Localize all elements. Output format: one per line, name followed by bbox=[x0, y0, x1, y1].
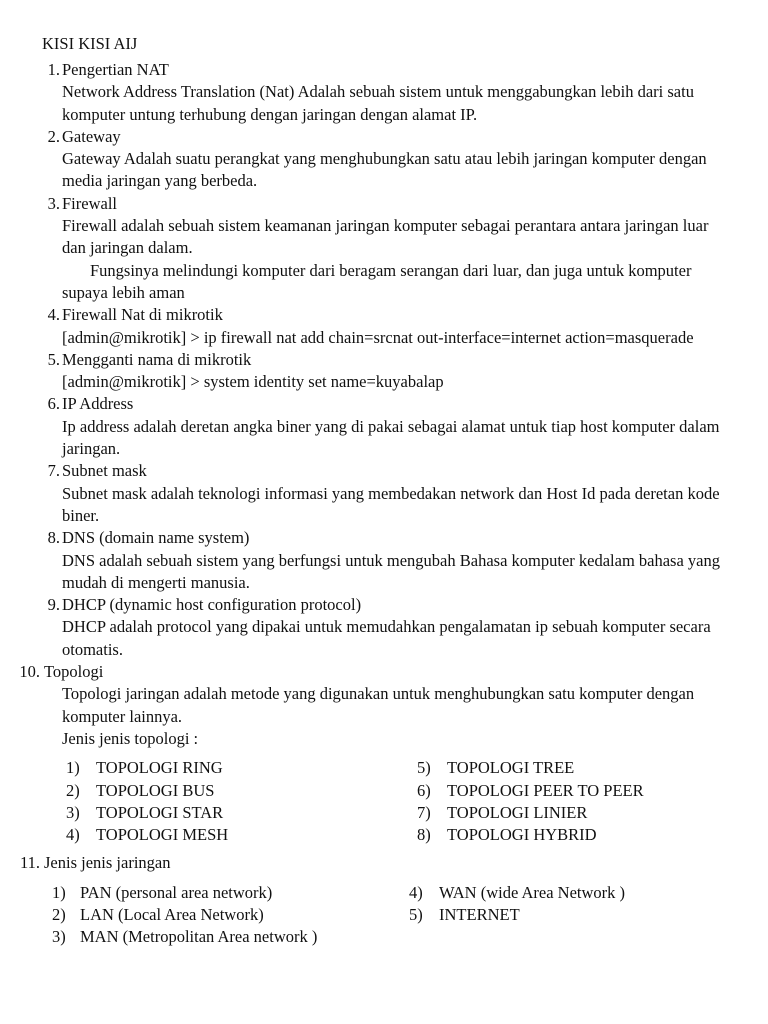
item-number: 8. bbox=[47, 528, 60, 548]
item-heading: IP Address bbox=[62, 394, 134, 414]
list-item-9 bbox=[0, 594, 768, 661]
list-item-6 bbox=[0, 393, 768, 460]
item-paragraph: Subnet mask adalah teknologi informasi yang membedakan network dan Host Id pada deretan kode biner. bbox=[62, 483, 720, 525]
item-heading: DHCP (dynamic host configuration protocol) bbox=[62, 595, 362, 615]
list-item: 1) TOPOLOGI RING bbox=[66, 758, 223, 778]
list-item-11 bbox=[0, 852, 768, 874]
list-item-4 bbox=[0, 304, 768, 349]
topologi-column-right bbox=[417, 757, 768, 846]
item-number: 7. bbox=[47, 461, 60, 481]
list-item: 1) PAN (personal area network) bbox=[52, 882, 273, 902]
item-number: 9. bbox=[47, 595, 60, 615]
list-item: 5) INTERNET bbox=[409, 904, 520, 924]
item-paragraph: Jenis jenis topologi : bbox=[62, 728, 199, 748]
list-item: 7) TOPOLOGI LINIER bbox=[417, 802, 588, 822]
item-paragraph: Ip address adalah deretan angka biner yang di pakai sebagai alamat untuk tiap host komputer dalam jaringan. bbox=[62, 416, 720, 459]
item-heading: Firewall Nat di mikrotik bbox=[62, 305, 223, 325]
item-heading: Subnet mask bbox=[62, 461, 147, 481]
item-number: 4. bbox=[47, 305, 60, 325]
item-number: 6. bbox=[47, 394, 60, 414]
list-item: 5) TOPOLOGI TREE bbox=[417, 758, 575, 778]
item-paragraph: Firewall adalah sebuah sistem keamanan jaringan komputer sebagai perantara antara jaringan luar dan jaringan dalam. bbox=[62, 216, 709, 258]
item-paragraph: DHCP adalah protocol yang dipakai untuk memudahkan pengalamatan ip sebuah komputer secara otomatis. bbox=[62, 617, 711, 659]
list-item: 4) TOPOLOGI MESH bbox=[66, 825, 229, 845]
jaringan-column-right bbox=[409, 882, 768, 949]
item-number: 10. bbox=[19, 662, 40, 682]
list-item: 3) MAN (Metropolitan Area network ) bbox=[52, 927, 318, 947]
command-line: [admin@mikrotik] > system identity set name=kuyabalap bbox=[62, 372, 444, 392]
topologi-list bbox=[0, 757, 768, 846]
item-paragraph: DNS adalah sebuah sistem yang berfungsi untuk mengubah Bahasa komputer kedalam bahasa yang mudah di mengerti manusia. bbox=[62, 550, 720, 592]
numbered-list bbox=[0, 59, 768, 949]
list-item: 2) LAN (Local Area Network) bbox=[52, 904, 264, 924]
command-line: [admin@mikrotik] > ip firewall nat add chain=srcnat out-interface=internet action=masquerade bbox=[62, 327, 694, 347]
list-item-2 bbox=[0, 126, 768, 193]
list-item-5 bbox=[0, 349, 768, 394]
list-item: 8) TOPOLOGI HYBRID bbox=[417, 825, 597, 845]
list-item-1 bbox=[0, 59, 768, 126]
list-item: 6) TOPOLOGI PEER TO PEER bbox=[417, 780, 644, 800]
list-item: 2) TOPOLOGI BUS bbox=[66, 780, 215, 800]
list-item: 4) WAN (wide Area Network ) bbox=[409, 882, 626, 902]
list-item-3 bbox=[0, 193, 768, 304]
topologi-column-left bbox=[66, 757, 417, 846]
item-paragraph: Network Address Translation (Nat) Adalah sebuah sistem untuk menggabungkan lebih dari satu komputer untung terhubung dengan jaringan dengan alamat IP. bbox=[62, 82, 694, 124]
item-paragraph: Fungsinya melindungi komputer dari beragam serangan dari luar, dan juga untuk komputer supaya lebih aman bbox=[62, 260, 692, 302]
item-paragraph: Gateway Adalah suatu perangkat yang menghubungkan satu atau lebih jaringan komputer dengan media jaringan yang berbeda. bbox=[62, 149, 707, 191]
item-heading: Topologi bbox=[44, 662, 104, 682]
item-number: 5. bbox=[47, 349, 60, 369]
list-item-10 bbox=[0, 661, 768, 750]
item-heading: DNS (domain name system) bbox=[62, 528, 250, 548]
item-heading: Gateway bbox=[62, 126, 121, 146]
item-paragraph: Topologi jaringan adalah metode yang digunakan untuk menghubungkan satu komputer dengan komputer lainnya. bbox=[62, 684, 695, 726]
item-heading: Jenis jenis jaringan bbox=[44, 853, 171, 873]
item-number: 3. bbox=[47, 193, 60, 213]
document-title: KISI KISI AIJ bbox=[42, 34, 138, 53]
list-item-7 bbox=[0, 460, 768, 527]
item-heading: Firewall bbox=[62, 193, 117, 213]
item-heading: Pengertian NAT bbox=[62, 60, 169, 79]
item-number: 2. bbox=[47, 126, 60, 146]
list-item: 3) TOPOLOGI STAR bbox=[66, 802, 224, 822]
item-heading: Mengganti nama di mikrotik bbox=[62, 349, 252, 369]
item-number: 1. bbox=[47, 60, 60, 79]
jaringan-column-left bbox=[50, 882, 409, 949]
list-item-8 bbox=[0, 527, 768, 594]
jaringan-list bbox=[0, 882, 768, 949]
item-number: 11. bbox=[19, 853, 40, 873]
